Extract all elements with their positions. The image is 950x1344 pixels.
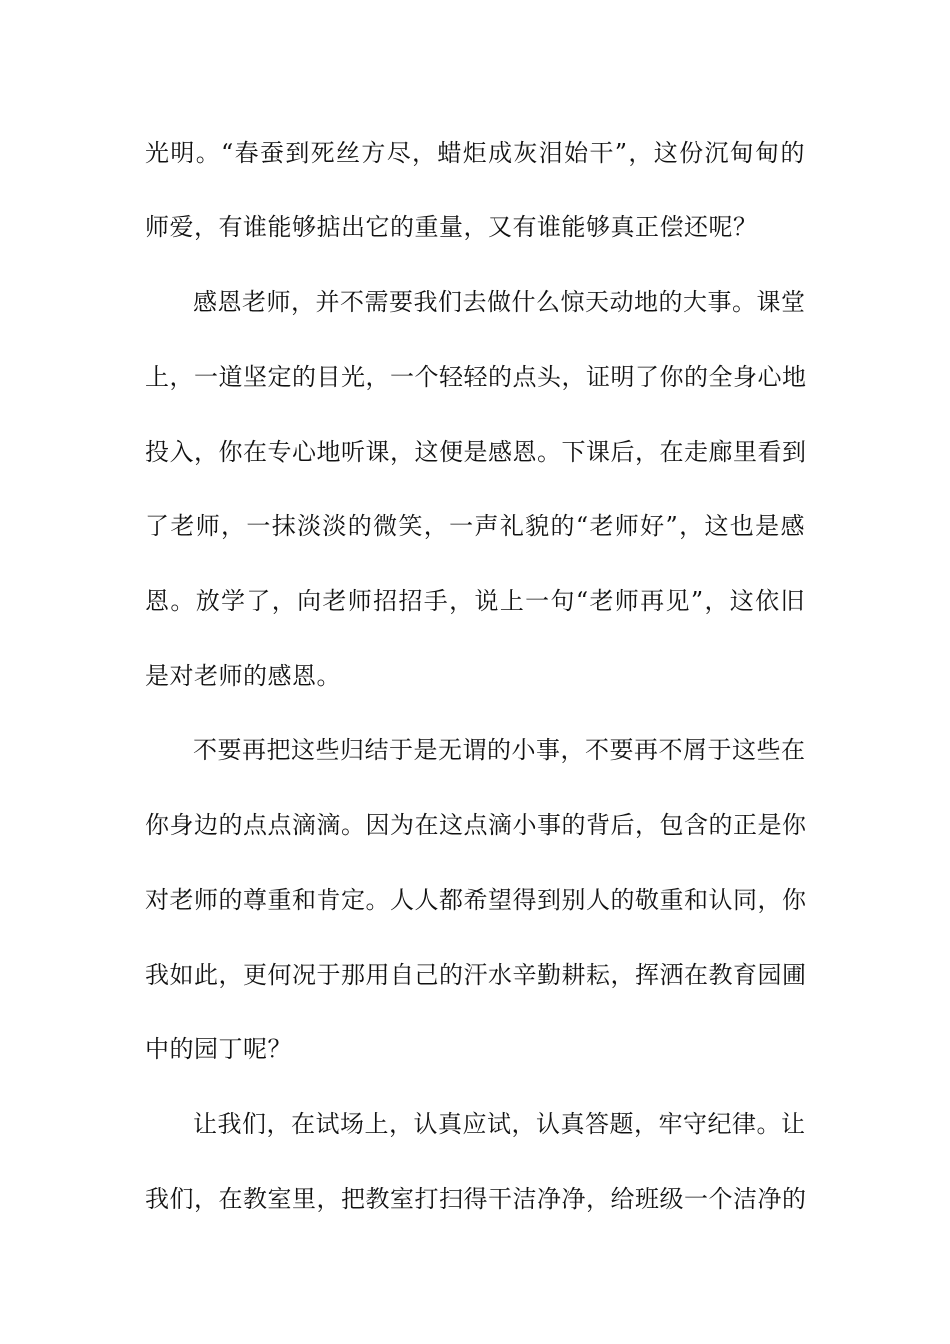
text-line: 了老师，一抹淡淡的微笑，一声礼貌的“老师好”，这也是感 [145,512,805,540]
text-line: 我如此，更何况于那用自己的汗水辛勤耕耘，挥洒在教育园圃 [145,961,807,989]
text-line: 我们，在教室里，把教室打扫得干洁净净，给班级一个洁净的 [145,1185,807,1213]
text-line: 恩。放学了，向老师招招手，说上一句“老师再见”，这依旧 [145,587,805,615]
text-line: 师爱，有谁能够掂出它的重量，又有谁能够真正偿还呢？ [145,213,758,241]
paragraph-first-line: 感恩老师，并不需要我们去做什么惊天动地的大事。课堂 [193,288,806,316]
paragraph-first-line: 不要再把这些归结于是无谓的小事，不要再不屑于这些在 [193,736,806,764]
text-line: 投入，你在专心地听课，这便是感恩。下课后，在走廊里看到 [145,438,807,466]
text-line: 光明。“春蚕到死丝方尽，蜡炬成灰泪始干”，这份沉甸甸的 [145,139,805,167]
paragraph-first-line: 让我们，在试场上，认真应试，认真答题，牢守纪律。让 [193,1110,806,1138]
text-line: 中的园丁呢？ [145,1035,292,1063]
text-line: 你身边的点点滴滴。因为在这点滴小事的背后，包含的正是你 [145,811,807,839]
text-line: 对老师的尊重和肯定。人人都希望得到别人的敬重和认同，你 [145,886,807,914]
text-line: 上，一道坚定的目光，一个轻轻的点头，证明了你的全身心地 [145,363,807,391]
text-line: 是对老师的感恩。 [145,662,341,690]
